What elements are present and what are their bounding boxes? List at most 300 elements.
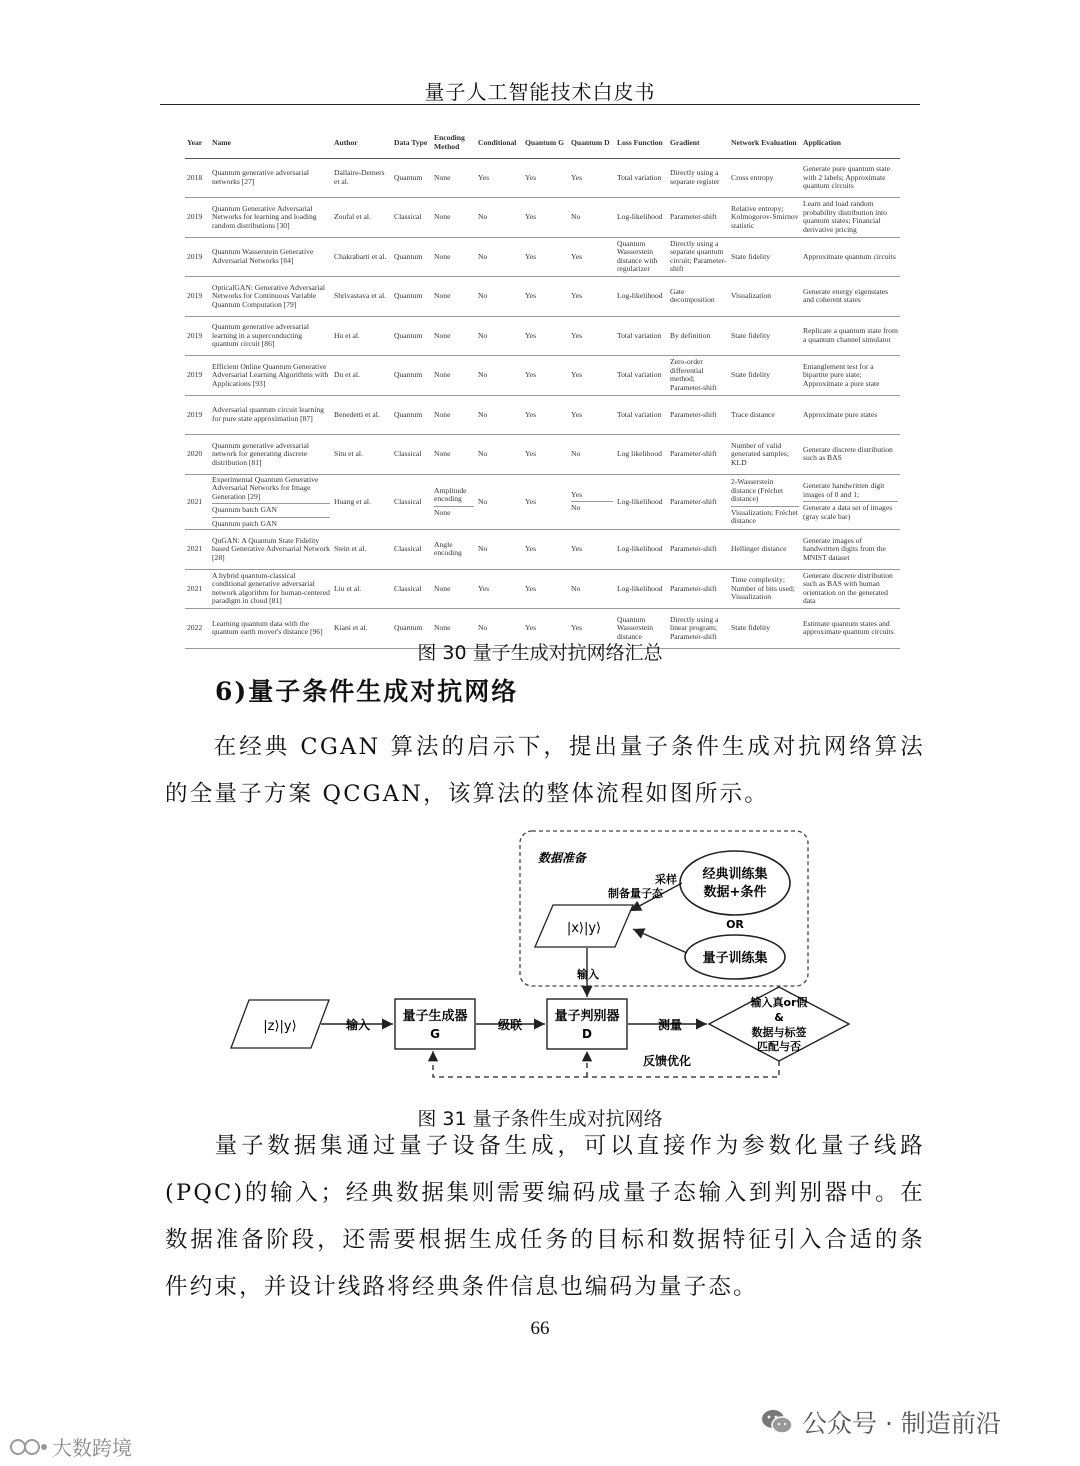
table-cell: [569, 474, 615, 530]
table-cell-text: Yes: [571, 489, 583, 499]
table-cell-text: Quantum Generative Adversarial Networks for learning and loading random distributions [30]: [212, 203, 317, 230]
watermark-right: [760, 1404, 1001, 1440]
paragraph-2: [165, 1123, 925, 1311]
table-cell: [185, 356, 210, 396]
table-cell-text: No: [478, 496, 488, 506]
table-cell-text: No: [478, 544, 488, 553]
table-cell-text: Quantum generative adversarial learning in a superconducting quantum circuit [86]: [212, 322, 309, 348]
decision-label-3: 数据与标签: [751, 1026, 807, 1039]
table-cell-text: Yes: [571, 291, 583, 300]
generator-label-1: 量子生成器: [402, 1009, 468, 1024]
table-cell: [615, 435, 668, 475]
table-cell-text: Relative entropy; Kolmogorov-Smirnov statistic: [731, 203, 799, 230]
table-cell: [332, 474, 392, 530]
wechat-icon: [760, 1408, 794, 1436]
table-cell: [615, 316, 668, 356]
column-header: Gradient: [668, 132, 729, 158]
table-cell-text: Quantum Wasserstein Generative Adversarial Networks [84]: [212, 247, 314, 265]
table-cell: [392, 474, 432, 530]
table-cell-text: None: [434, 330, 451, 340]
table-cell-subvariant: None: [434, 506, 474, 518]
figure-31-caption: 图 31 量子条件生成对抗网络: [417, 1108, 663, 1130]
table-cell-text: Classical: [394, 583, 422, 593]
sample-label: 采样: [655, 873, 677, 886]
table-row: [185, 356, 900, 396]
table-cell-text: Yes: [571, 623, 583, 632]
table-cell-text: State fidelity: [731, 330, 771, 340]
table-cell: [569, 395, 615, 435]
column-header: Author: [332, 132, 392, 158]
table-cell: [476, 356, 523, 396]
table-cell: [185, 435, 210, 475]
table-cell-text: Quantum Wasserstein distance with regularizer: [617, 238, 658, 274]
section-title: 6)量子条件生成对抗网络: [215, 677, 519, 706]
table-row: [185, 474, 900, 530]
table-cell-text: No: [478, 449, 488, 458]
data-prep-label: 数据准备: [538, 851, 587, 865]
table-cell: [392, 435, 432, 475]
table-cell: [332, 198, 392, 238]
table-cell: [432, 395, 476, 435]
table-cell: [668, 569, 729, 609]
table-cell-text: No: [478, 212, 488, 221]
table-cell: [185, 569, 210, 609]
table-cell: [476, 277, 523, 317]
table-cell: [476, 569, 523, 609]
table-cell: [392, 316, 432, 356]
table-cell-text: No: [571, 212, 581, 221]
table-cell: [476, 316, 523, 356]
table-cell-text: Efficient Online Quantum Generative Adversarial Learning Algorithms with Applications [93]: [212, 361, 329, 388]
table-cell-text: No: [478, 409, 488, 419]
generator-box: [395, 999, 475, 1049]
table-cell-text: Total variation: [617, 409, 662, 419]
table-cell: [432, 277, 476, 317]
table-cell-text: Amplitude encoding: [434, 485, 467, 503]
table-cell-text: Total variation: [617, 172, 662, 182]
table-cell-text: Learning quantum data with the quantum earth mover's distance [96]: [212, 618, 323, 637]
table-cell-text: Quantum: [394, 172, 423, 182]
watermark-left-text: 大数跨境: [52, 1436, 132, 1460]
table-cell-text: 2021: [187, 544, 203, 553]
table-cell: [668, 316, 729, 356]
quantum-set-arrow: [633, 929, 687, 953]
table-cell: [332, 356, 392, 396]
table-cell-text: Time complexity; Number of bits used; Visualization: [731, 575, 795, 601]
table-cell-text: Quantum Wasserstein distance: [617, 614, 654, 641]
table-cell-text: Experimental Quantum Generative Adversarial Networks for Image Generation [29]: [212, 474, 319, 501]
table-cell-text: Stein et al.: [334, 544, 367, 553]
table-cell-text: Total variation: [617, 330, 662, 340]
table-cell-text: Parameter-shift: [670, 409, 717, 419]
table-cell: [476, 530, 523, 570]
table-cell: [729, 474, 801, 530]
table-cell: [615, 356, 668, 396]
table-cell-text: Log-likelihood: [617, 212, 663, 221]
table-cell: [668, 530, 729, 570]
table-cell: [476, 158, 523, 198]
decision-label-4: 匹配与否: [757, 1040, 801, 1053]
measure-label: 测量: [657, 1018, 683, 1032]
table-cell: [523, 530, 569, 570]
table-cell-text: None: [434, 449, 451, 458]
table-row: [185, 530, 900, 570]
discriminator-label-2: D: [582, 1027, 592, 1041]
column-header: Year: [185, 132, 210, 158]
table-cell-subvariant: Generate a data set of images (gray scale bar): [803, 501, 898, 521]
classical-set-label-1: 经典训练集: [702, 867, 768, 882]
table-cell: [569, 435, 615, 475]
table-cell-text: 2-Wasserstein distance (Fréchet distance): [731, 477, 784, 503]
table-cell-text: Quantum generative adversarial network for generating discrete distribution [81]: [212, 440, 309, 467]
table-cell-text: Replicate a quantum state from a quantum channel simulator: [803, 326, 898, 344]
table-cell-text: State fidelity: [731, 251, 771, 261]
table-cell: [392, 356, 432, 396]
table-cell-text: Yes: [478, 583, 490, 593]
table-cell-text: Cross entropy: [731, 172, 774, 182]
table-cell: [210, 530, 332, 570]
table-cell: [615, 237, 668, 277]
table-cell: [729, 316, 801, 356]
table-cell-text: Yes: [525, 330, 537, 340]
table-cell: [668, 158, 729, 198]
table-cell-text: Hellinger distance: [731, 544, 787, 553]
brand-logo-icon: [8, 1436, 48, 1458]
table-cell-text: Estimate quantum states and approximate quantum circuits: [803, 618, 894, 637]
summary-table-figure: [185, 132, 900, 649]
table-cell-subvariant: Visualization; Fréchet distance: [731, 507, 798, 525]
table-cell-text: Directly using a linear program; Parameter-shift: [670, 614, 719, 641]
table-cell-text: Total variation: [617, 370, 662, 379]
table-cell-text: 2021: [187, 583, 203, 593]
table-cell: [392, 395, 432, 435]
table-cell: [801, 277, 900, 317]
table-cell: [185, 316, 210, 356]
table-cell-text: Yes: [525, 291, 537, 300]
table-cell-text: Kiani et al.: [334, 623, 368, 632]
table-cell-text: None: [434, 172, 451, 182]
table-cell-text: Log-likelihood: [617, 583, 663, 593]
table-cell: [801, 569, 900, 609]
table-cell: [569, 530, 615, 570]
table-cell: [392, 277, 432, 317]
table-cell: [523, 395, 569, 435]
table-cell-text: Huang et al.: [334, 496, 371, 506]
table-cell: [332, 158, 392, 198]
table-cell-text: Entanglement test for a bipartite pure state; Approximate a pure state: [803, 361, 880, 388]
running-header: 量子人工智能技术白皮书: [424, 80, 656, 104]
table-cell: [729, 435, 801, 475]
table-cell-text: Quantum: [394, 409, 423, 419]
table-cell: [210, 237, 332, 277]
table-cell-text: Generate pure quantum state with 2 labels; Approximate quantum circuits: [803, 164, 891, 190]
table-cell: [569, 316, 615, 356]
table-cell-text: Shrivastava et al.: [334, 291, 387, 300]
table-cell: [668, 435, 729, 475]
table-cell: [523, 356, 569, 396]
table-cell-subvariant: Quantum patch GAN: [212, 517, 330, 529]
table-cell: [801, 395, 900, 435]
table-row: [185, 237, 900, 277]
table-cell: [185, 158, 210, 198]
table-cell-text: Directly using a separate quantum circuit; Parameter-shift: [670, 238, 727, 274]
table-cell-text: No: [478, 623, 488, 632]
table-cell: [332, 530, 392, 570]
table-cell: [210, 158, 332, 198]
table-cell-text: Yes: [525, 212, 537, 221]
table-cell-text: 2019: [187, 212, 203, 221]
table-cell: [668, 395, 729, 435]
table-cell-text: Parameter-shift: [670, 544, 717, 553]
qcgan-diagram: [225, 825, 865, 1085]
table-cell-text: Parameter-shift: [670, 449, 717, 458]
table-cell-text: Yes: [525, 370, 537, 379]
table-cell-text: Yes: [525, 172, 537, 182]
table-cell-text: Classical: [394, 212, 422, 221]
column-header: Name: [210, 132, 332, 158]
table-cell: [729, 356, 801, 396]
table-cell: [332, 316, 392, 356]
table-cell-text: QuGAN: A Quantum State Fidelity based Generative Adversarial Network [28]: [212, 535, 330, 562]
page-number: 66: [530, 1318, 550, 1339]
table-cell: [801, 435, 900, 475]
table-cell-text: Approximate quantum circuits: [803, 251, 896, 261]
table-cell-text: No: [478, 370, 488, 379]
table-cell: [476, 395, 523, 435]
table-cell: [569, 569, 615, 609]
generator-label-2: G: [430, 1027, 440, 1041]
table-cell: [392, 237, 432, 277]
table-row: [185, 316, 900, 356]
table-cell: [432, 530, 476, 570]
table-cell-text: 2021: [187, 496, 203, 506]
table-cell: [569, 237, 615, 277]
table-cell: [801, 198, 900, 238]
table-cell: [476, 435, 523, 475]
table-cell-text: Generate energy eigenstates and coherent states: [803, 286, 889, 305]
discriminator-label-1: 量子判别器: [554, 1009, 620, 1024]
table-cell: [210, 435, 332, 475]
table-cell-text: Benedetti et al.: [334, 409, 380, 419]
table-cell: [432, 474, 476, 530]
table-cell: [615, 569, 668, 609]
table-cell-text: None: [434, 623, 451, 632]
quantum-set-label: 量子训练集: [702, 951, 768, 966]
table-cell-text: Trace distance: [731, 409, 775, 419]
table-cell: [523, 237, 569, 277]
table-cell-text: No: [478, 291, 488, 300]
table-cell-subvariant: No: [571, 501, 613, 513]
figure-30-caption: 图 30 量子生成对抗网络汇总: [417, 642, 663, 664]
table-cell-text: Hu et al.: [334, 330, 360, 340]
table-cell-text: By definition: [670, 330, 711, 340]
table-cell: [668, 356, 729, 396]
table-cell-text: 2019: [187, 251, 203, 261]
table-cell-text: A hybrid quantum-classical conditional generative adversarial network algorithm for human-centered paradigm in cloud [81]: [212, 570, 330, 606]
state-zy-label: |z⟩|y⟩: [263, 1019, 297, 1034]
paragraph-1-text: 在经典 CGAN 算法的启示下，提出量子条件生成对抗网络算法的全量子方案 QCGAN，该算法的整体流程如图所示。: [165, 734, 925, 807]
column-header: Encoding Method: [432, 132, 476, 158]
table-cell: [210, 316, 332, 356]
table-cell-text: Situ et al.: [334, 449, 363, 458]
table-cell-text: Visualization: [731, 291, 772, 300]
table-cell: [569, 158, 615, 198]
table-cell-text: Liu et al.: [334, 583, 362, 593]
table-cell: [185, 530, 210, 570]
table-cell: [615, 158, 668, 198]
table-cell: [185, 198, 210, 238]
table-cell: [185, 237, 210, 277]
decision-label-1: 输入真or假: [750, 996, 808, 1009]
table-cell: [729, 277, 801, 317]
table-cell-text: State fidelity: [731, 623, 771, 632]
decision-label-2: &: [774, 1011, 784, 1024]
table-cell-text: None: [434, 370, 451, 379]
table-cell-text: No: [571, 449, 581, 458]
table-cell-text: Log-likelihood: [617, 544, 663, 553]
prep-state-label: 制备量子态: [608, 887, 663, 900]
table-cell-text: Yes: [478, 172, 490, 182]
input-top-label: 输入: [577, 968, 599, 981]
table-cell-text: Yes: [525, 449, 537, 458]
table-cell: [210, 356, 332, 396]
table-row: [185, 395, 900, 435]
table-cell: [523, 277, 569, 317]
table-cell: [476, 237, 523, 277]
column-header: Quantum G: [523, 132, 569, 158]
table-cell-text: Parameter-shift: [670, 583, 717, 593]
table-cell-text: Learn and load random probability distribution into quantum states; Financial derivative pricing: [803, 199, 887, 234]
table-cell: [729, 158, 801, 198]
table-cell-text: Generate discrete distribution such as BAS with human orientation on the generated data: [803, 570, 893, 606]
classical-training-set-shape: [680, 851, 790, 915]
table-cell-text: State fidelity: [731, 370, 771, 379]
table-cell: [332, 237, 392, 277]
table-cell-text: Log likelihood: [617, 449, 662, 458]
table-cell-text: Yes: [525, 496, 537, 506]
table-cell: [210, 198, 332, 238]
table-cell-text: OpticalGAN: Generative Adversarial Networks for Continuous Variable Quantum Computation [79]: [212, 282, 326, 309]
qcgan-diagram-svg: [225, 825, 865, 1085]
table-cell-subvariant: Quantum batch GAN: [212, 503, 330, 515]
table-cell: [432, 198, 476, 238]
table-cell: [476, 474, 523, 530]
table-cell: [668, 198, 729, 238]
table-cell: [729, 569, 801, 609]
table-cell: [332, 277, 392, 317]
feedback-label: 反馈优化: [642, 1054, 692, 1068]
table-cell-text: No: [478, 330, 488, 340]
table-cell: [332, 435, 392, 475]
header-rule: [160, 104, 920, 105]
table-cell: [392, 198, 432, 238]
table-cell-text: 2020: [187, 449, 203, 458]
table-cell: [523, 569, 569, 609]
table-cell-text: 2019: [187, 370, 203, 379]
table-cell-text: Generate discrete distribution such as BAS: [803, 444, 893, 463]
table-cell-text: Yes: [571, 544, 583, 553]
table-cell: [615, 198, 668, 238]
table-cell: [476, 198, 523, 238]
table-cell-text: 2019: [187, 409, 203, 419]
table-cell: [332, 569, 392, 609]
table-cell-text: Dallaire-Demers et al.: [334, 168, 385, 186]
table-cell: [392, 158, 432, 198]
table-cell-text: Yes: [525, 409, 537, 419]
table-cell: [523, 474, 569, 530]
table-cell-text: Directly using a separate register: [670, 168, 720, 186]
table-cell: [668, 277, 729, 317]
column-header: Application: [801, 132, 900, 158]
table-cell-text: Chakrabarti et al.: [334, 251, 387, 261]
table-cell: [523, 198, 569, 238]
table-cell-text: Zero-order differential method; Parameter-shift: [670, 357, 717, 392]
table-cell: [185, 395, 210, 435]
table-cell-text: Zoufal et al.: [334, 212, 371, 221]
table-cell: [801, 237, 900, 277]
table-cell: [210, 569, 332, 609]
table-header-row: [185, 132, 900, 158]
summary-table: [185, 132, 900, 649]
table-cell-text: 2019: [187, 291, 203, 300]
table-cell: [668, 237, 729, 277]
table-cell: [185, 474, 210, 530]
input-left-label: 输入: [345, 1018, 371, 1032]
table-cell: [432, 435, 476, 475]
table-cell: [801, 158, 900, 198]
table-cell-text: Approximate pure states: [803, 409, 878, 419]
table-cell-text: Angle encoding: [434, 539, 462, 558]
table-cell: [523, 435, 569, 475]
discriminator-box: [547, 999, 627, 1049]
table-cell-text: Yes: [525, 623, 537, 632]
table-cell-text: Quantum: [394, 370, 423, 379]
table-cell-text: Du et al.: [334, 370, 360, 379]
paragraph-2-text: 量子数据集通过量子设备生成，可以直接作为参数化量子线路(PQC)的输入；经典数据集则需要编码成量子态输入到判别器中。在数据准备阶段，还需要根据生成任务的目标和数据特征引入合适的条件约束，并设计线路将经典条件信息也编码为量子态。: [165, 1133, 925, 1300]
table-cell: [615, 474, 668, 530]
table-cell: [432, 356, 476, 396]
table-cell: [185, 277, 210, 317]
table-cell-text: Yes: [525, 544, 537, 553]
watermark-left: [8, 1432, 132, 1461]
table-cell: [432, 158, 476, 198]
table-cell-text: Yes: [525, 583, 537, 593]
table-row: [185, 569, 900, 609]
table-cell-text: 2018: [187, 172, 203, 182]
table-cell: [523, 316, 569, 356]
table-row: [185, 435, 900, 475]
paragraph-1: [165, 724, 925, 818]
table-cell-text: Generate images of handwritten digits from the MNIST dataset: [803, 535, 886, 562]
table-cell: [392, 569, 432, 609]
table-cell-text: None: [434, 212, 451, 221]
table-cell-text: No: [478, 251, 488, 261]
table-cell-text: 2019: [187, 330, 203, 340]
column-header: Data Type: [392, 132, 432, 158]
table-cell-text: Quantum: [394, 291, 423, 300]
table-cell: [729, 395, 801, 435]
table-cell: [569, 198, 615, 238]
table-cell-text: Parameter-shift: [670, 212, 717, 221]
table-cell: [615, 395, 668, 435]
table-row: [185, 158, 900, 198]
table-cell-text: None: [434, 251, 451, 261]
table-cell-text: Yes: [571, 172, 583, 182]
table-cell: [801, 356, 900, 396]
table-cell: [332, 395, 392, 435]
column-header: Network Evaluation: [729, 132, 801, 158]
table-cell: [392, 530, 432, 570]
